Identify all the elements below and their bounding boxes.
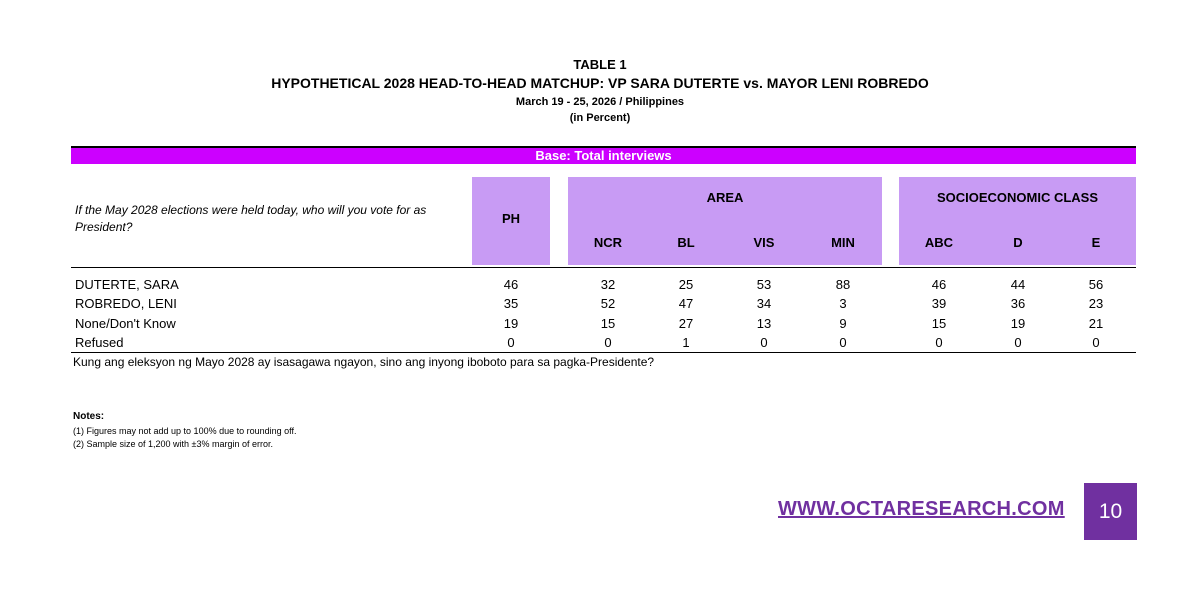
table-cell: 0 — [507, 335, 515, 350]
table-cell: 35 — [503, 296, 519, 311]
table-cell: 15 — [600, 316, 616, 331]
note-item: (2) Sample size of 1,200 with ±3% margin of error. — [73, 439, 274, 449]
col-header-vis: VIS — [753, 235, 775, 250]
notes-heading: Notes: — [73, 411, 105, 422]
table-cell: 25 — [678, 277, 694, 292]
socioeconomic-header: SOCIOECONOMIC CLASS — [936, 190, 1099, 205]
table-cell: 19 — [503, 316, 519, 331]
col-header-ncr: NCR — [593, 235, 623, 250]
table-cell: 56 — [1088, 277, 1104, 292]
row-label: ROBREDO, LENI — [75, 296, 177, 311]
table-cell: 53 — [756, 277, 772, 292]
table-cell: 47 — [678, 296, 694, 311]
table-cell: 0 — [760, 335, 768, 350]
table-unit: (in Percent) — [569, 112, 631, 124]
table-cell: 0 — [1014, 335, 1022, 350]
table-cell: 0 — [839, 335, 847, 350]
table-cell: 23 — [1088, 296, 1104, 311]
col-header-min: MIN — [831, 235, 855, 250]
table-cell: 36 — [1010, 296, 1026, 311]
header-rule — [71, 267, 1136, 268]
tagalog-question: Kung ang eleksyon ng Mayo 2028 ay isasagawa ngayon, sino ang inyong iboboto para sa pagka-Presidente? — [73, 355, 655, 369]
table-cell: 0 — [604, 335, 612, 350]
ph-header: PH — [501, 211, 521, 226]
col-header-abc: ABC — [924, 235, 954, 250]
col-header-bl: BL — [677, 235, 695, 250]
base-label: Base: Total interviews — [535, 148, 672, 163]
table-number: TABLE 1 — [573, 57, 627, 72]
table-cell: 34 — [756, 296, 772, 311]
area-header: AREA — [706, 190, 744, 205]
table-cell: 27 — [678, 316, 694, 331]
row-label: None/Don't Know — [75, 316, 176, 331]
table-cell: 46 — [503, 277, 519, 292]
table-cell: 13 — [756, 316, 772, 331]
table-cell: 88 — [835, 277, 851, 292]
note-item: (1) Figures may not add up to 100% due to rounding off. — [73, 426, 297, 436]
col-header-e: E — [1091, 235, 1101, 250]
table-cell: 0 — [935, 335, 943, 350]
survey-question: If the May 2028 elections were held today, who will you vote for as President? — [75, 203, 427, 234]
table-bottom-rule — [71, 352, 1136, 353]
table-cell: 21 — [1088, 316, 1104, 331]
table-cell: 32 — [600, 277, 616, 292]
table-cell: 46 — [931, 277, 947, 292]
base-bar — [71, 146, 1136, 164]
table-title: HYPOTHETICAL 2028 HEAD-TO-HEAD MATCHUP: VP SARA DUTERTE vs. MAYOR LENI ROBREDO — [271, 75, 929, 91]
col-header-d: D — [1013, 235, 1023, 250]
table-cell: 44 — [1010, 277, 1026, 292]
row-label: DUTERTE, SARA — [75, 277, 179, 292]
row-label: Refused — [75, 335, 124, 350]
table-cell: 9 — [839, 316, 847, 331]
table-cell: 39 — [931, 296, 947, 311]
table-cell: 19 — [1010, 316, 1026, 331]
table-subtitle: March 19 - 25, 2026 / Philippines — [515, 96, 685, 108]
table-cell: 1 — [682, 335, 690, 350]
table-cell: 0 — [1092, 335, 1100, 350]
table-cell: 15 — [931, 316, 947, 331]
table-cell: 3 — [839, 296, 847, 311]
table-cell: 52 — [600, 296, 616, 311]
website-link[interactable]: WWW.OCTARESEARCH.COM — [778, 498, 1065, 520]
page-number: 10 — [1084, 483, 1137, 540]
